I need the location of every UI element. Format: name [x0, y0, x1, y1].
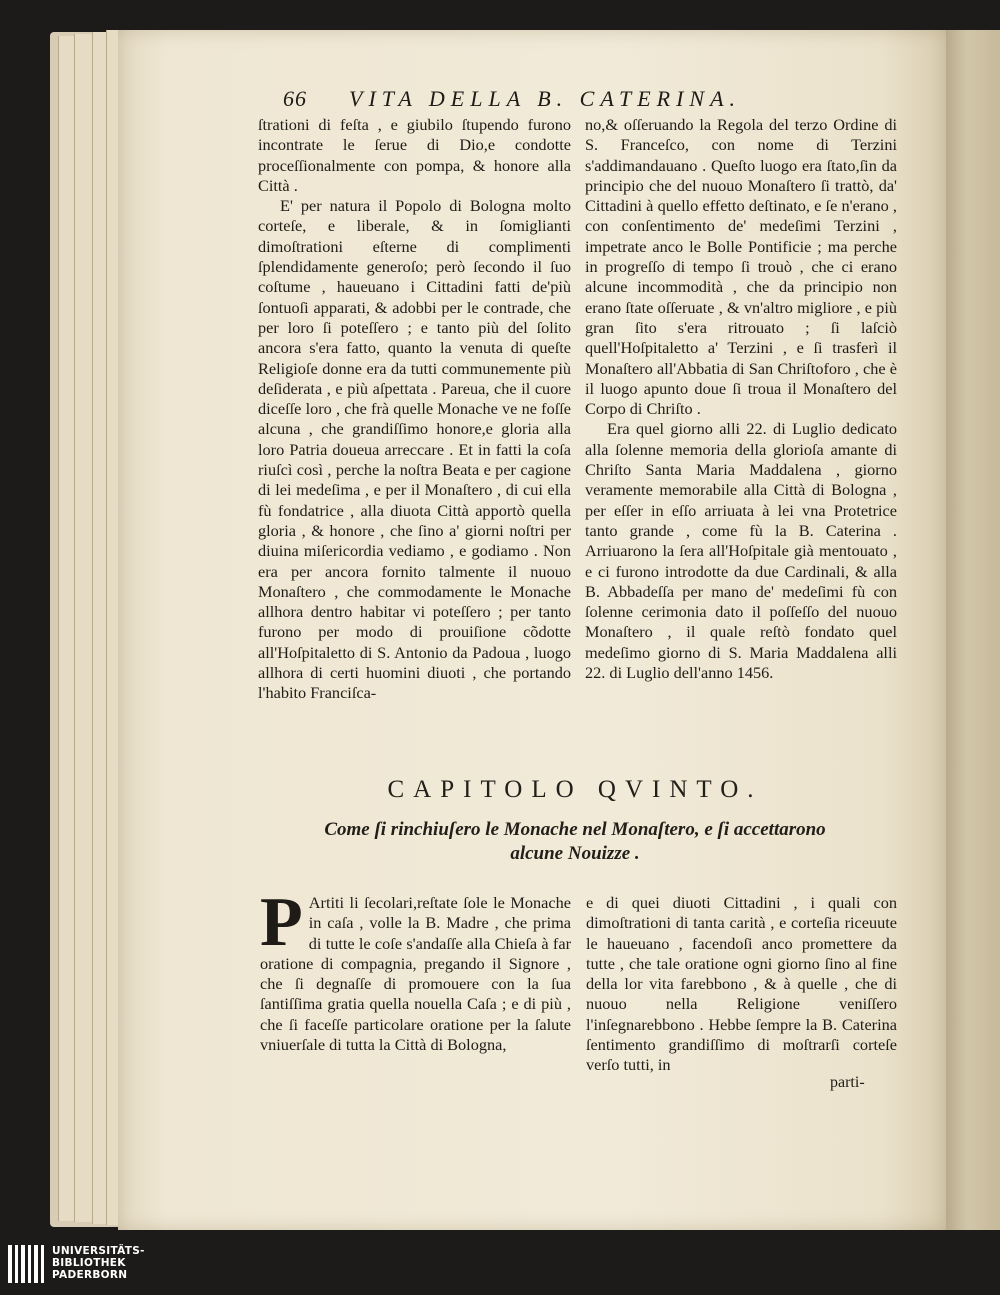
library-logo [0, 1243, 170, 1287]
paragraph: ſtrationi di feſta , e giubilo ſtupendo furono incontrate le ſerue di Dio,e condotte proceſſionalmente con pompa, & honore alla Città . [258, 115, 571, 195]
running-head [283, 86, 823, 112]
drop-cap: P [260, 884, 303, 961]
text-column-right-bottom [586, 893, 897, 1076]
library-logo-line: BIBLIOTHEK [52, 1257, 126, 1269]
chapter-subtitle-line: Come ſi rinchiuſero le Monache nel Monaſtero, e ſi accettarono [324, 819, 826, 840]
paragraph: E' per natura il Popolo di Bologna molto corteſe, e liberale, & in ſomiglianti dimoſtrationi eſterne di complimenti ſplendidamente generoſo; però ſecondo il ſuo coſtume , haueuano i Cittadini fatti de'più ſontuoſi apparati, & adobbi per le contrade, che per loro ſi poteſſero ; e tanto più del ſolito ancora s'era fatto, quanto la venuta di queſte Religioſe donne era da tutti communemente più deſiderata , e più aſpettata . Pareua, che il cuore diceſſe loro , che frà quelle Monache ve ne foſſe alcuna , che grandiſſimo honore,e gloria alla loro Patria doueua arreccare . Et in fatti la coſa riuſcì così , perche la noſtra Beata e per cagione di lei medeſima , e per il Monaſtero , di cui ella fù fondatrice , alla diuota Città apportò quella gloria , & honore , che ſino a' giorni noſtri per diuina miſericordia vediamo , e godiamo . Non era per ancora fornito talmente il nuouo Monaſtero , che commodamente le Monache allhora dentro habitar vi poteſſero ; per tanto furono per modo di prouiſione cõdotte all'Hoſpitaletto di S. Antonio da Padoua , luogo allhora di certi huomini diuoti , che portando l'habito Franciſca- [258, 196, 571, 703]
library-logo-line: UNIVERSITÄTS- [52, 1245, 145, 1257]
library-logo-line: PADERBORN [52, 1269, 128, 1281]
paragraph: Era quel giorno alli 22. di Luglio dedicato alla ſolenne memoria della glorioſa amante di Chriſto Santa Maria Maddalena , giorno veramente memorabile alla Città di Bologna , per eſſer in eſſo arriuata à lei vna Protetrice tanto grande , come fù la B. Caterina . Arriuarono la ſera all'Hoſpitale già mentouato , e ci furono introdotte da due Cardinali, & alla B. Abbadeſſa per mano de' medeſimi fù con ſolenne cerimonia dato il poſſeſſo del nuouo Monaſtero , il quale reſtò fondato quel medeſimo giorno di S. Maria Maddalena alli 22. di Luglio dell'anno 1456. [585, 419, 897, 683]
running-head-title: VITA DELLA B. CATERINA. [349, 86, 742, 111]
paragraph: e di quei diuoti Cittadini , i quali con dimoſtrationi di tanta carità , e corteſia riceuute le haueuano , facendoſi anco promettere da tutte , che tale oratione ogni giorno ſino al fine della lor vita farebbono , & à quelle , che di nuouo nella Religione veniſſero l'inſegnarebbono . Hebbe ſempre la B. Caterina ſentimento grandiſſimo di moſtrarſi corteſe verſo tutti, in [586, 893, 897, 1075]
right-page-edge [946, 30, 1000, 1230]
paragraph: Artiti li ſecolari,reſtate ſole le Monache in caſa , volle la B. Madre , che prima di tutte le coſe s'andaſſe alla Chieſa à far oratione di compagnia, pregando il Signore , che ſi degnaſſe di promouere con la ſua ſantiſſima gratia quella nouella Caſa ; e di più , che ſi faceſſe particolare oratione per la ſalute vniuerſale di tutta la Città di Bologna, [260, 893, 571, 1055]
chapter-subtitle [250, 818, 900, 866]
catchword: parti- [830, 1074, 865, 1091]
text-column-left-bottom [260, 884, 571, 1055]
text-column-right-top [585, 115, 897, 683]
chapter-subtitle-line: alcune Nouizze . [510, 843, 640, 864]
chapter-title: CAPITOLO QVINTO. [387, 776, 763, 803]
paragraph: no,& oſſeruando la Regola del terzo Ordine di S. Franceſco, con nome di Terzini s'addimandauano . Queſto luogo era ſtato,ſin da principio che del nuouo Monaſtero ſi trattò, da' Cittadini à quello effetto deſtinato, e ſe n'erano , con conſentimento de' medeſimi Terzini , impetrate anco le Bolle Pontificie ; ma perche in progreſſo di tempo ſi trouò , che ci erano alcune incommodità , che da principio non erano ſtate oſſeruate , & vn'altro migliore , e più gran ſito s'era ritrouato ; ſi laſciò quell'Hoſpitaletto a' Terzini , e ſi trasferì il Monaſtero all'Abbatia di San Chriſtoforo , che è il luogo apunto doue ſi troua il Monaſtero del Corpo di Chriſto . [585, 115, 897, 419]
page-number: 66 [283, 86, 307, 111]
library-logo-icon [8, 1245, 44, 1283]
text-column-left-top [258, 115, 571, 704]
